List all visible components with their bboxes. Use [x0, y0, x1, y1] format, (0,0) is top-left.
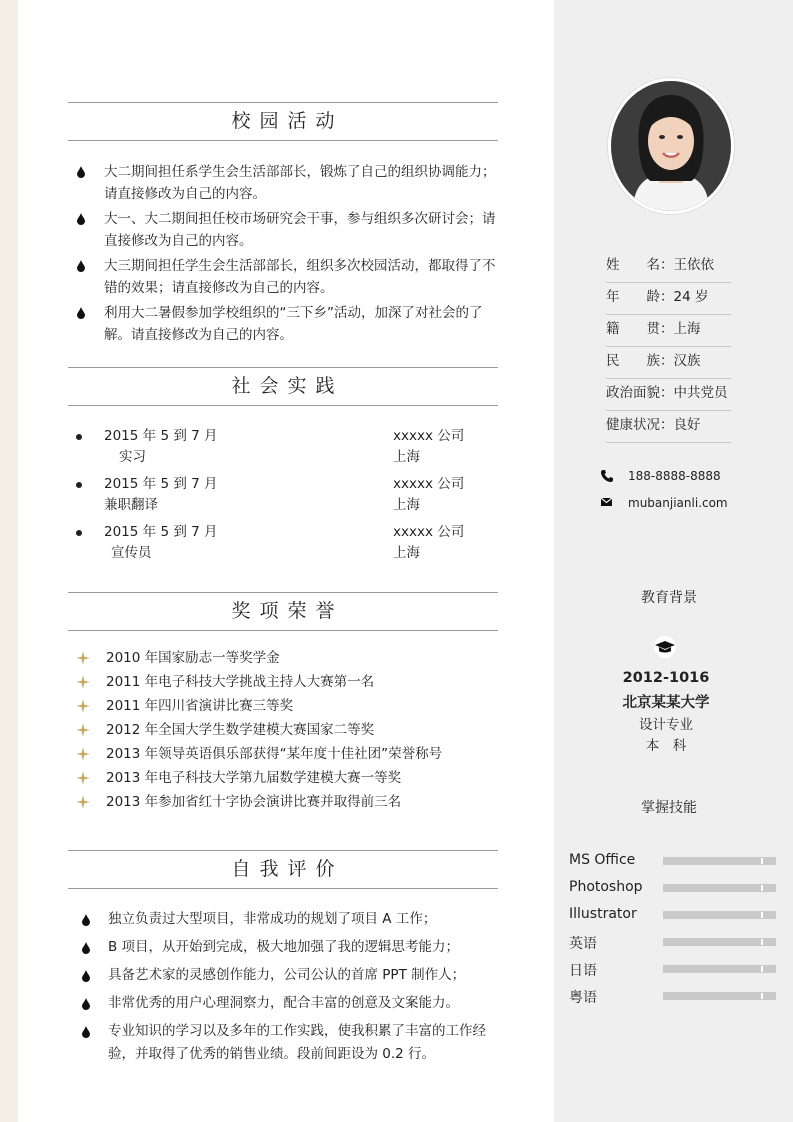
- skill-level-marker: [761, 939, 763, 945]
- droplet-bullet-icon: [76, 260, 86, 272]
- campus-section-header: [68, 102, 498, 141]
- profile-value: 24 岁: [673, 289, 709, 305]
- skill-level-bar: [663, 965, 776, 973]
- practice-city: 上海: [393, 449, 420, 465]
- droplet-bullet-icon: [81, 942, 91, 954]
- campus-item-text: 大一、大二期间担任校市场研究会干事，参与组织多次研讨会；请直接修改为自己的内容。: [104, 211, 496, 249]
- profile-row-ethnicity: [606, 347, 731, 379]
- profile-value: 良好: [673, 417, 701, 433]
- bullet-dot-icon: [76, 434, 82, 440]
- phone-icon: [600, 469, 614, 483]
- skill-level-bar: [663, 884, 776, 892]
- campus-item-text: 大三期间担任学生会生活部部长，组织多次校园活动，都取得了不错的效果；请直接修改为自己的内容。: [104, 258, 496, 296]
- profile-row-political: [606, 379, 731, 411]
- self-eval-text: 独立负责过大型项目，非常成功的规划了项目 A 工作；: [108, 911, 437, 927]
- campus-item-text: 利用大二暑假参加学校组织的“三下乡”活动，加深了对社会的了解。请直接修改为自己的内容。: [104, 305, 483, 343]
- avatar: [608, 78, 734, 214]
- skill-level-bar: [663, 857, 776, 865]
- list-item: [76, 791, 496, 815]
- practice-role: 兼职翻译: [104, 497, 158, 513]
- profile-label: 籍 贯：: [606, 321, 674, 337]
- droplet-bullet-icon: [81, 1026, 91, 1038]
- award-text: 2010 年国家励志一等奖学金: [106, 650, 280, 666]
- skill-name: 粤语: [569, 990, 597, 1006]
- profile-value: 上海: [673, 321, 701, 337]
- education-school: 北京某某大学: [622, 695, 710, 711]
- sparkle-star-icon: [76, 795, 90, 809]
- list-item: [76, 647, 496, 671]
- profile-value: 汉族: [673, 353, 701, 369]
- self-eval-text: 具备艺术家的灵感创作能力，公司公认的首席 PPT 制作人；: [108, 967, 466, 983]
- award-text: 2013 年领导英语俱乐部获得“某年度十佳社团”荣誉称号: [106, 746, 443, 762]
- sparkle-star-icon: [76, 651, 90, 665]
- skill-name: Illustrator: [569, 906, 637, 922]
- practice-company: xxxxx 公司: [393, 428, 465, 444]
- list-item: [76, 161, 496, 205]
- list-item: [76, 743, 496, 767]
- list-item: [76, 992, 506, 1015]
- skill-name: MS Office: [569, 852, 636, 868]
- practice-role: 实习: [119, 449, 146, 465]
- skill-name: 日语: [569, 963, 597, 979]
- education-degree: 本 科: [645, 738, 687, 754]
- skill-row: [569, 960, 779, 987]
- droplet-bullet-icon: [76, 307, 86, 319]
- profile-value: 中共党员: [673, 385, 728, 401]
- practice-date: 2015 年 5 到 7 月: [104, 476, 218, 492]
- list-item: [76, 1020, 506, 1066]
- list-item: [76, 719, 496, 743]
- profile-row-origin: [606, 315, 731, 347]
- self-eval-text: 非常优秀的用户心理洞察力，配合丰富的创意及文案能力。: [108, 995, 459, 1011]
- skill-row: [569, 906, 779, 933]
- campus-item-text: 大二期间担任系学生会生活部部长，锻炼了自己的组织协调能力；请直接修改为自己的内容。: [104, 164, 496, 202]
- list-item: [76, 964, 506, 987]
- skill-level-marker: [761, 966, 763, 972]
- education-major: 设计专业: [639, 717, 693, 733]
- practice-city: 上海: [393, 497, 420, 513]
- practice-entry: [76, 474, 496, 516]
- awards-section-header: [68, 592, 498, 631]
- award-text: 2012 年全国大学生数学建模大赛国家二等奖: [106, 722, 375, 738]
- skills-title: 掌握技能: [641, 800, 697, 816]
- self-eval-text: B 项目，从开始到完成，极大地加强了我的逻辑思考能力；: [108, 939, 460, 955]
- profile-row-age: [606, 283, 731, 315]
- practice-entry: [76, 522, 496, 564]
- droplet-bullet-icon: [76, 166, 86, 178]
- skill-level-marker: [761, 993, 763, 999]
- bullet-dot-icon: [76, 482, 82, 488]
- practice-city: 上海: [393, 545, 420, 561]
- self-eval-section-title: 自我评价: [231, 858, 344, 880]
- practice-entry: [76, 426, 496, 468]
- award-text: 2013 年电子科技大学第九届数学建模大赛一等奖: [106, 770, 402, 786]
- droplet-bullet-icon: [76, 213, 86, 225]
- sparkle-star-icon: [76, 675, 90, 689]
- droplet-bullet-icon: [81, 914, 91, 926]
- campus-activities-list: [76, 161, 496, 349]
- list-item: [76, 695, 496, 719]
- email-address: mubanjianli.com: [628, 496, 728, 510]
- self-eval-text: 专业知识的学习以及多年的工作实践，使我积累了丰富的工作经验，并取得了优秀的销售业绩。段前间距设为 0.2 行。: [108, 1023, 486, 1062]
- education-years: 2012-1016: [622, 670, 710, 686]
- skill-level-marker: [761, 912, 763, 918]
- awards-section-title: 奖项荣誉: [231, 600, 344, 622]
- practice-date: 2015 年 5 到 7 月: [104, 524, 218, 540]
- graduation-cap-icon: [652, 636, 678, 662]
- self-eval-list: [76, 908, 506, 1071]
- droplet-bullet-icon: [81, 998, 91, 1010]
- sparkle-star-icon: [76, 747, 90, 761]
- skill-row: [569, 987, 779, 1014]
- self-eval-section-header: [68, 850, 498, 889]
- skill-level-bar: [663, 911, 776, 919]
- list-item: [76, 302, 496, 346]
- list-item: [76, 208, 496, 252]
- skill-name: 英语: [569, 936, 597, 952]
- skill-level-bar: [663, 992, 776, 1000]
- practice-section-title: 社会实践: [231, 375, 344, 397]
- skill-row: [569, 879, 779, 906]
- profile-label: 姓 名：: [606, 257, 674, 273]
- awards-list: [76, 647, 496, 815]
- list-item: [76, 255, 496, 299]
- envelope-icon: [600, 496, 614, 508]
- bullet-dot-icon: [76, 530, 82, 536]
- skill-level-marker: [761, 885, 763, 891]
- left-decorative-strip: [0, 0, 18, 1122]
- skill-level-bar: [663, 938, 776, 946]
- award-text: 2011 年电子科技大学挑战主持人大赛第一名: [106, 674, 375, 690]
- sparkle-star-icon: [76, 723, 90, 737]
- skill-row: [569, 852, 779, 879]
- profile-label: 政治面貌：: [606, 385, 674, 401]
- education-title: 教育背景: [641, 590, 697, 606]
- profile-label: 民 族：: [606, 353, 674, 369]
- profile-row-name: [606, 251, 731, 283]
- campus-section-title: 校园活动: [231, 110, 344, 132]
- profile-label: 健康状况：: [606, 417, 674, 433]
- profile-row-health: [606, 411, 731, 443]
- skill-row: [569, 933, 779, 960]
- list-item: [76, 908, 506, 931]
- award-text: 2011 年四川省演讲比赛三等奖: [106, 698, 294, 714]
- practice-role: 宣传员: [111, 545, 152, 561]
- award-text: 2013 年参加省红十字协会演讲比赛并取得前三名: [106, 794, 402, 810]
- list-item: [76, 671, 496, 695]
- practice-section-header: [68, 367, 498, 406]
- practice-company: xxxxx 公司: [393, 524, 465, 540]
- phone-number: 188-8888-8888: [628, 469, 721, 483]
- practice-date: 2015 年 5 到 7 月: [104, 428, 218, 444]
- list-item: [76, 936, 506, 959]
- skill-name: Photoshop: [569, 879, 643, 895]
- droplet-bullet-icon: [81, 970, 91, 982]
- sparkle-star-icon: [76, 699, 90, 713]
- profile-value: 王依依: [673, 257, 714, 273]
- practice-company: xxxxx 公司: [393, 476, 465, 492]
- profile-label: 年 龄：: [606, 289, 674, 305]
- skill-level-marker: [761, 858, 763, 864]
- list-item: [76, 767, 496, 791]
- sparkle-star-icon: [76, 771, 90, 785]
